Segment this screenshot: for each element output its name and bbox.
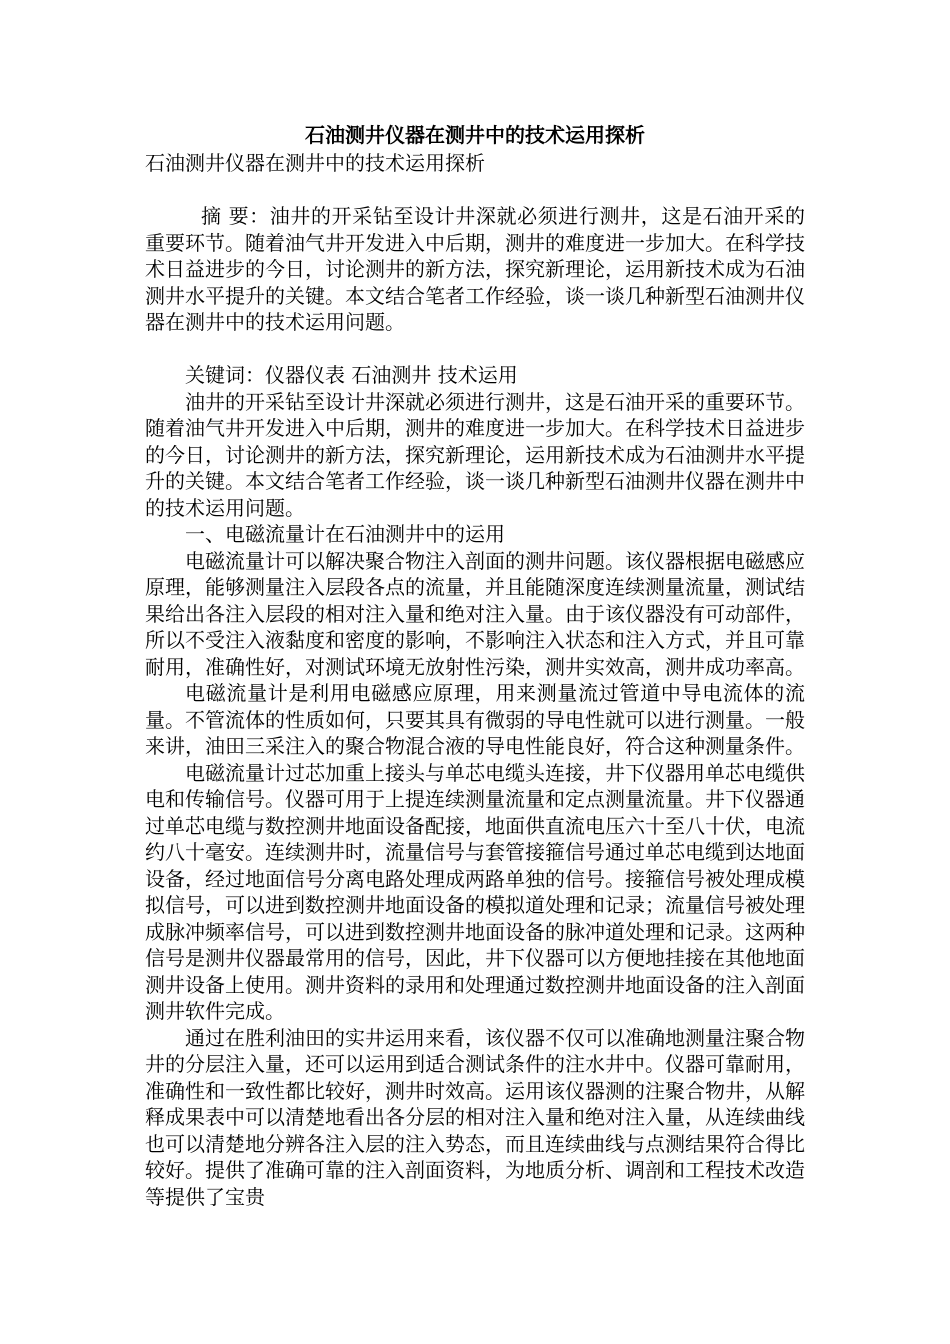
body-paragraph: 电磁流量计可以解决聚合物注入剖面的测井问题。该仪器根据电磁感应原理，能够测量注入层段各点的流量，并且能随深度连续测量流量，测试结果给出各注入层段的相对注入量和绝对注入量。由于该仪器没有可动部件，所以不受注入液黏度和密度的影响，不影响注入状态和注入方式，并且可靠耐用，准确性好，对测试环境无放射性污染，测井实效高，测井成功率高。 xyxy=(145,548,805,679)
body-paragraph: 电磁流量计是利用电磁感应原理，用来测量流过管道中导电流体的流量。不管流体的性质如何，只要其具有微弱的导电性就可以进行测量。一般来讲，油田三采注入的聚合物混合液的导电性能良好，符合这种测量条件。 xyxy=(145,681,805,758)
section-heading-1: 一、电磁流量计在石油测井中的运用 xyxy=(185,522,505,546)
document-subtitle: 石油测井仪器在测井中的技术运用探析 xyxy=(145,151,485,175)
document-title: 石油测井仪器在测井中的技术运用探析 xyxy=(305,123,645,147)
abstract-paragraph: 摘 要：油井的开采钻至设计井深就必须进行测井，这是石油开采的重要环节。随着油气井开发进入中后期，测井的难度进一步加大。在科学技术日益进步的今日，讨论测井的新方法，探究新理论，运用新技术成为石油测井水平提升的关键。本文结合笔者工作经验，谈一谈几种新型石油测井仪器在测井中的技术运用问题。 xyxy=(145,204,805,334)
keywords-line: 关键词：仪器仪表 石油测井 技术运用 xyxy=(185,363,518,387)
blank-line xyxy=(145,177,805,204)
body-paragraph-intro: 油井的开采钻至设计井深就必须进行测井，这是石油开采的重要环节。随着油气井开发进入中后期，测井的难度进一步加大。在科学技术日益进步的今日，讨论测井的新方法，探究新理论，运用新技术成为石油测井水平提升的关键。本文结合笔者工作经验，谈一谈几种新型石油测井仪器在测井中的技术运用问题。 xyxy=(145,389,805,520)
blank-line xyxy=(145,336,805,363)
body-paragraph: 通过在胜利油田的实井运用来看，该仪器不仅可以准确地测量注聚合物井的分层注入量，还可以运用到适合测试条件的注水井中。仪器可靠耐用，准确性和一致性都比较好，测井时效高。运用该仪器测的注聚合物井，从解释成果表中可以清楚地看出各分层的相对注入量和绝对注入量，从连续曲线也可以清楚地分辨各注入层的注入势态，而且连续曲线与点测结果符合得比较好。提供了准确可靠的注入剖面资料，为地质分析、调剖和工程技术改造等提供了宝贵 xyxy=(145,1025,805,1209)
body-paragraph: 电磁流量计过芯加重上接头与单芯电缆头连接，井下仪器用单芯电缆供电和传输信号。仪器可用于上提连续测量流量和定点测量流量。井下仪器通过单芯电缆与数控测井地面设备配接，地面供直流电压六十至八十伏，电流约八十毫安。连续测井时，流量信号与套管接箍信号通过单芯电缆到达地面设备，经过地面信号分离电路处理成两路单独的信号。接箍信号被处理成模拟信号，可以进到数控测井地面设备的模拟道处理和记录；流量信号被处理成脉冲频率信号，可以进到数控测井地面设备的脉冲道处理和记录。这两种信号是测井仪器最常用的信号，因此，井下仪器可以方便地挂接在其他地面测井设备上使用。测井资料的录用和处理通过数控测井地面设备的注入剖面测井软件完成。 xyxy=(145,760,805,1023)
document-page xyxy=(145,120,805,1210)
